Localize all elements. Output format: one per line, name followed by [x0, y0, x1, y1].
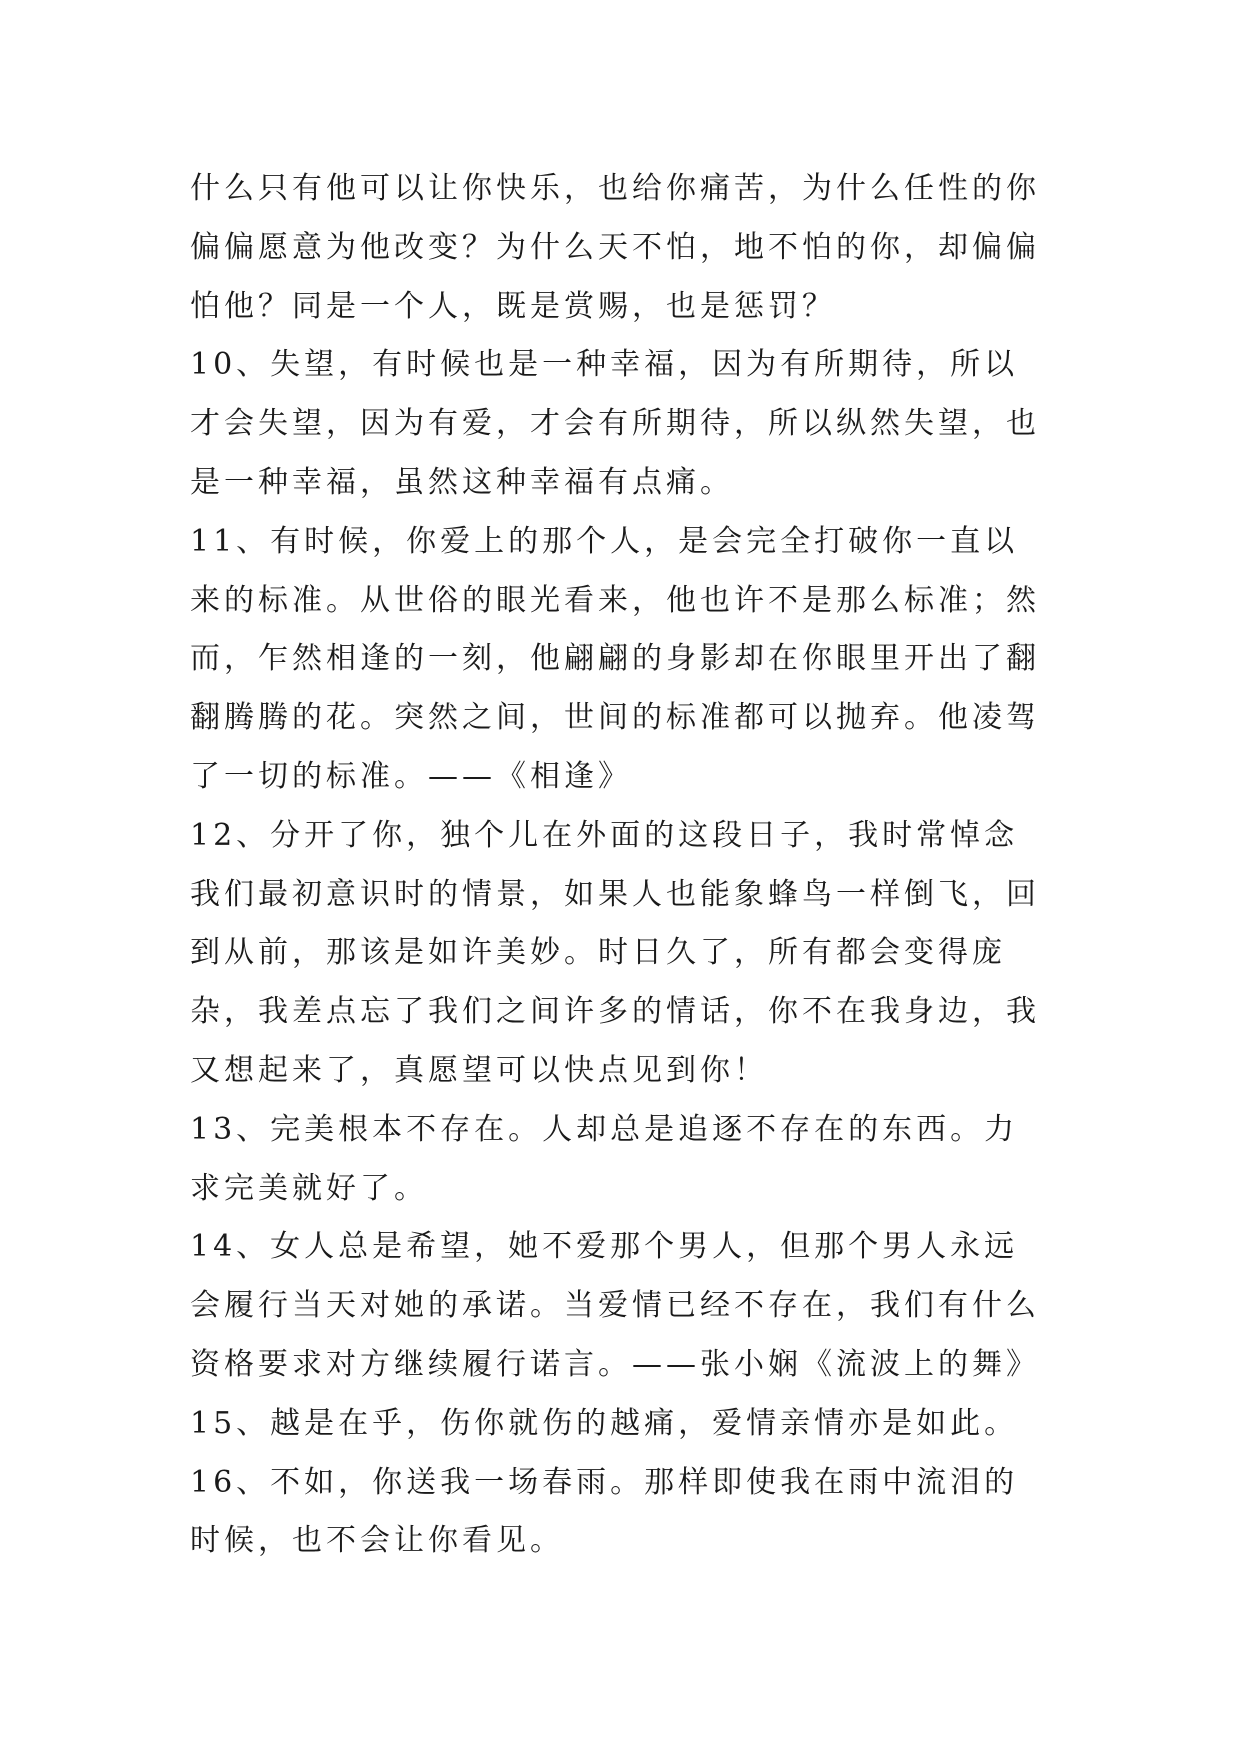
- paragraph-12: 12、分开了你，独个儿在外面的这段日子，我时常悼念我们最初意识时的情景，如果人也能象蜂鸟一样倒飞，回到从前，那该是如许美妙。时日久了，所有都会变得庞杂，我差点忘了我们之间许多的情话，你不在我身边，我又想起来了，真愿望可以快点见到你！: [190, 817, 1040, 1088]
- paragraph-13: 13、完美根本不存在。人却总是追逐不存在的东西。力求完美就好了。: [190, 1111, 1019, 1206]
- paragraph-continuation: 什么只有他可以让你快乐，也给你痛苦，为什么任性的你偏偏愿意为他改变？为什么天不怕，地不怕的你，却偏偏怕他？同是一个人，既是赏赐，也是惩罚？: [190, 171, 1040, 324]
- document-body: [190, 160, 1050, 1571]
- paragraph-16: 16、不如，你送我一场春雨。那样即使我在雨中流泪的时候，也不会让你看见。: [190, 1464, 1019, 1559]
- paragraph-11: 11、有时候，你爱上的那个人，是会完全打破你一直以来的标准。从世俗的眼光看来，他也许不是那么标准；然而，乍然相逢的一刻，他翩翩的身影却在你眼里开出了翻翻腾腾的花。突然之间，世间的标准都可以抛弃。他凌驾了一切的标准。——《相逢》: [190, 523, 1040, 794]
- paragraph-14: 14、女人总是希望，她不爱那个男人，但那个男人永远会履行当天对她的承诺。当爱情已经不存在，我们有什么资格要求对方继续履行诺言。——张小娴《流波上的舞》: [190, 1229, 1040, 1382]
- paragraph-10: 10、失望，有时候也是一种幸福，因为有所期待，所以才会失望，因为有爱，才会有所期待，所以纵然失望，也是一种幸福，虽然这种幸福有点痛。: [190, 347, 1040, 500]
- paragraph-15: 15、越是在乎，伤你就伤的越痛，爱情亲情亦是如此。: [190, 1405, 1019, 1441]
